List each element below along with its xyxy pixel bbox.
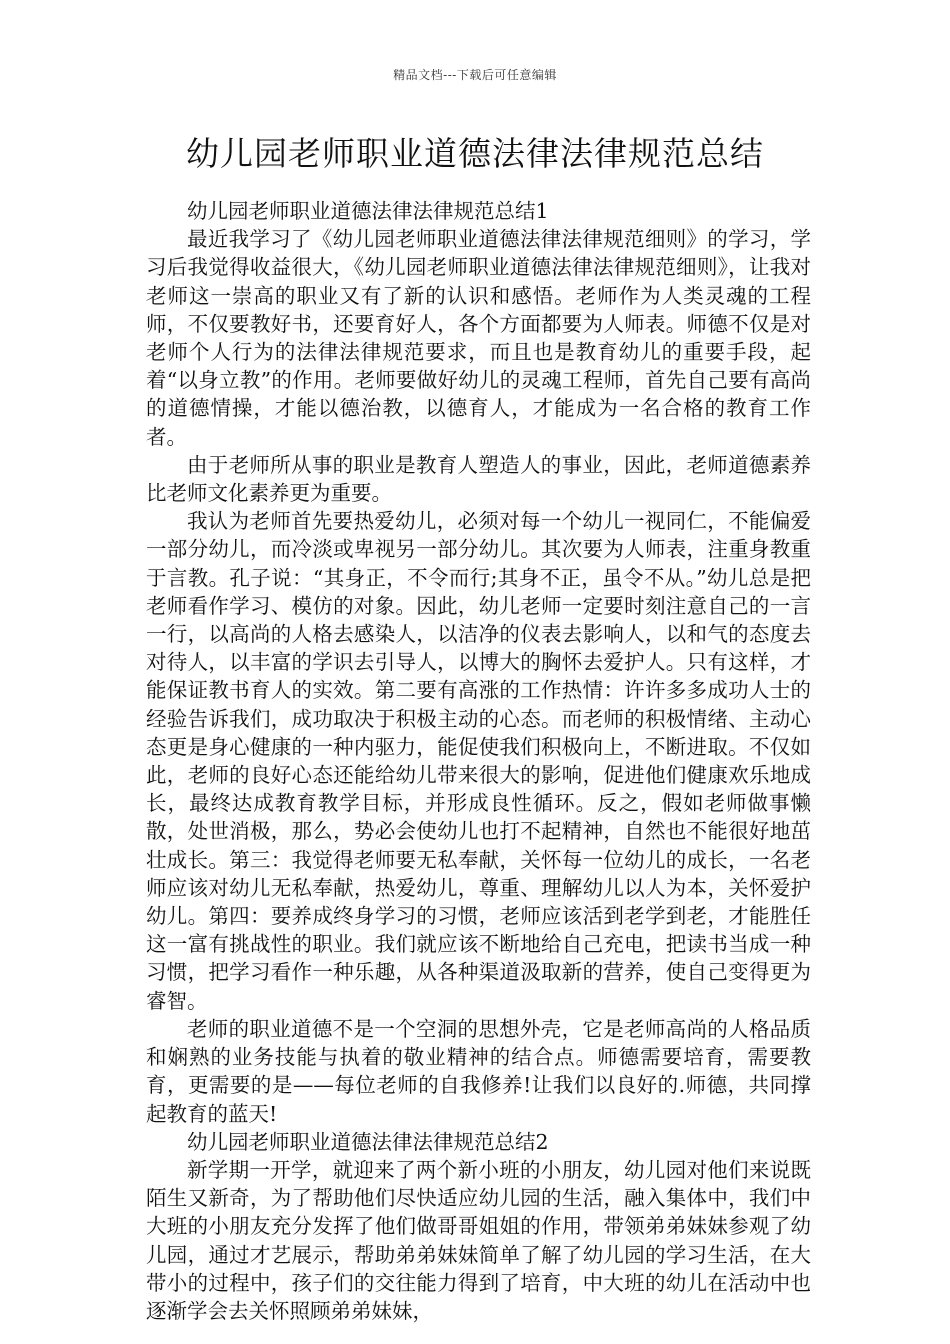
document-body [146, 197, 811, 1325]
body-paragraph: 新学期一开学，就迎来了两个新小班的小朋友，幼儿园对他们来说既陌生又新奇，为了帮助他们尽快适应幼儿园的生活，融入集体中，我们中大班的小朋友充分发挥了他们做哥哥姐姐的作用，带领弟弟妹妹参观了幼儿园，通过才艺展示，帮助弟弟妹妹简单了解了幼儿园的学习生活，在大带小的过程中，孩子们的交往能力得到了培育，中大班的幼儿在活动中也逐渐学会去关怀照顾弟弟妹妹， [146, 1157, 811, 1323]
page-header: 精品文档---下载后可任意编辑 [393, 68, 557, 82]
body-paragraph: 我认为老师首先要热爱幼儿，必须对每一个幼儿一视同仁，不能偏爱一部分幼儿，而冷淡或卑视另一部分幼儿。其次要为人师表，注重身教重于言教。孔子说：“其身正，不令而行;其身不正，虽令不从。”幼儿总是把老师看作学习、模仿的对象。因此，幼儿老师一定要时刻注意自己的一言一行，以高尚的人格去感染人，以洁净的仪表去影响人，以和气的态度去对待人，以丰富的学识去引导人，以博大的胸怀去爱护人。只有这样，才能保证教书育人的实效。第二要有高涨的工作热情：许许多多成功人士的经验告诉我们，成功取决于积极主动的心态。而老师的积极情绪、主动心态更是身心健康的一种内驱力，能促使我们积极向上，不断进取。不仅如此，老师的良好心态还能给幼儿带来很大的影响，促进他们健康欢乐地成长，最终达成教育教学目标，并形成良性循环。反之，假如老师做事懒散，处世消极，那么，势必会使幼儿也打不起精神，自然也不能很好地茁壮成长。第三：我觉得老师要无私奉献，关怀每一位幼儿的成长，一名老师应该对幼儿无私奉献，热爱幼儿，尊重、理解幼儿以人为本，关怀爱护幼儿。第四：要养成终身学习的习惯，老师应该活到老学到老，才能胜任这一富有挑战性的职业。我们就应该不断地给自己充电，把读书当成一种习惯，把学习看作一种乐趣，从各种渠道汲取新的营养，使自己变得更为睿智。 [146, 509, 811, 1013]
body-paragraph: 老师的职业道德不是一个空洞的思想外壳，它是老师高尚的人格品质和娴熟的业务技能与执着的敬业精神的结合点。师德需要培育，需要教育，更需要的是——每位老师的自我修养!让我们以良好的.师德，共同撑起教育的蓝天! [146, 1016, 811, 1126]
document-title: 幼儿园老师职业道德法律法律规范总结 [186, 134, 764, 173]
section-heading-2: 幼儿园老师职业道德法律法律规范总结2 [187, 1129, 549, 1154]
body-paragraph: 由于老师所从事的职业是教育人塑造人的事业，因此，老师道德素养比老师文化素养更为重要。 [146, 452, 811, 506]
section-heading-1: 幼儿园老师职业道德法律法律规范总结1 [187, 199, 549, 223]
body-paragraph: 最近我学习了《幼儿园老师职业道德法律法律规范细则》的学习，学习后我觉得收益很大，《幼儿园老师职业道德法律法律规范细则》，让我对老师这一崇高的职业又有了新的认识和感悟。老师作为人类灵魂的工程师，不仅要教好书，还要育好人，各个方面都要为人师表。师德不仅是对老师个人行为的法律法律规范要求，而且也是教育幼儿的重要手段，起着“以身立教”的作用。老师要做好幼儿的灵魂工程师，首先自己要有高尚的道德情操，才能以德治教，以德育人，才能成为一名合格的教育工作者。 [146, 227, 811, 449]
